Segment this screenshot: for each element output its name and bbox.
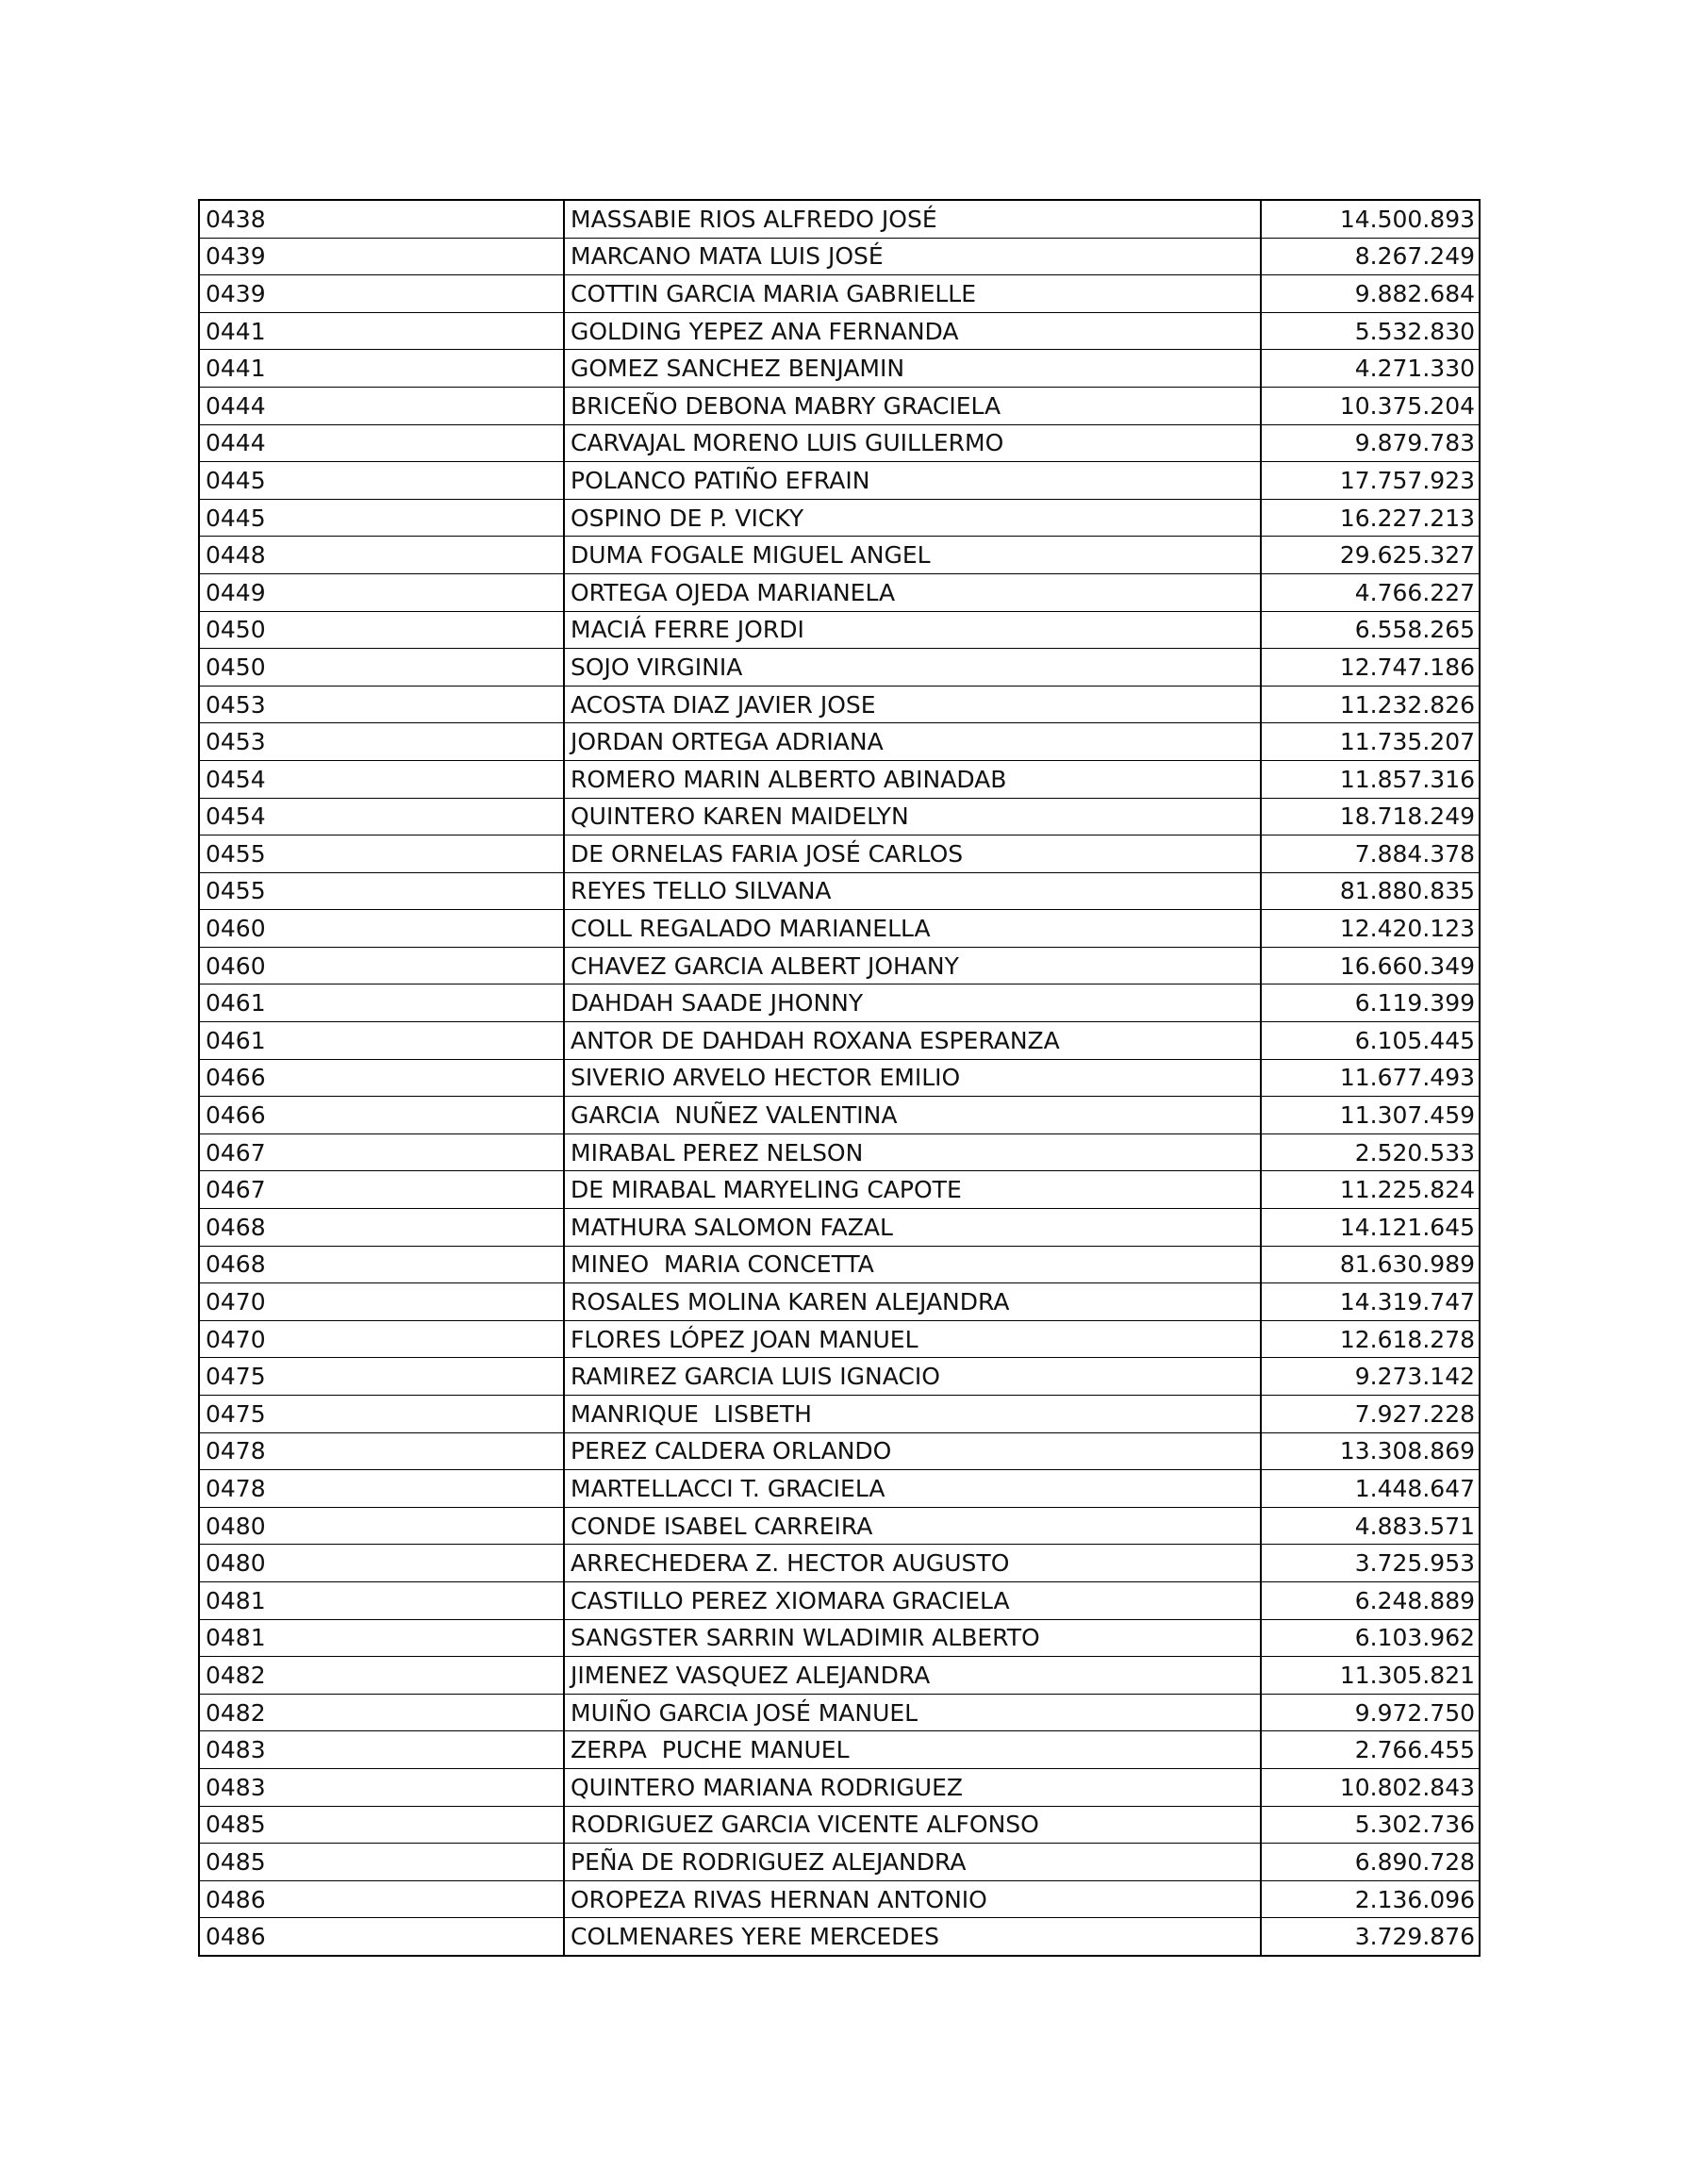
- amount-cell: 16.660.349: [1261, 947, 1480, 984]
- code-cell: 0439: [199, 238, 564, 275]
- name-cell: ANTOR DE DAHDAH ROXANA ESPERANZA: [564, 1022, 1261, 1060]
- code-cell: 0453: [199, 686, 564, 723]
- table-row: [199, 649, 1480, 687]
- name-cell: JORDAN ORTEGA ADRIANA: [564, 723, 1261, 761]
- table-row: [199, 275, 1480, 313]
- name-cell: DAHDAH SAADE JHONNY: [564, 984, 1261, 1022]
- name-cell: COLMENARES YERE MERCEDES: [564, 1918, 1261, 1956]
- table-row: [199, 499, 1480, 537]
- code-cell: 0455: [199, 836, 564, 873]
- code-cell: 0450: [199, 611, 564, 649]
- amount-cell: 6.103.962: [1261, 1619, 1480, 1657]
- table-row: [199, 1731, 1480, 1769]
- amount-cell: 6.119.399: [1261, 984, 1480, 1022]
- table-row: [199, 1768, 1480, 1806]
- code-cell: 0483: [199, 1768, 564, 1806]
- amount-cell: 14.319.747: [1261, 1283, 1480, 1321]
- amount-cell: 6.248.889: [1261, 1581, 1480, 1619]
- name-cell: BRICEÑO DEBONA MABRY GRACIELA: [564, 387, 1261, 424]
- amount-cell: 12.420.123: [1261, 910, 1480, 948]
- name-cell: CARVAJAL MORENO LUIS GUILLERMO: [564, 424, 1261, 462]
- table-row: [199, 462, 1480, 500]
- amount-cell: 14.500.893: [1261, 200, 1480, 238]
- amount-cell: 3.729.876: [1261, 1918, 1480, 1956]
- amount-cell: 2.136.096: [1261, 1880, 1480, 1918]
- records-table: [198, 199, 1481, 1957]
- amount-cell: 8.267.249: [1261, 238, 1480, 275]
- name-cell: MARTELLACCI T. GRACIELA: [564, 1470, 1261, 1508]
- name-cell: ROMERO MARIN ALBERTO ABINADAB: [564, 760, 1261, 798]
- code-cell: 0444: [199, 424, 564, 462]
- code-cell: 0482: [199, 1657, 564, 1695]
- amount-cell: 17.757.923: [1261, 462, 1480, 500]
- table-row: [199, 984, 1480, 1022]
- table-row: [199, 1059, 1480, 1097]
- amount-cell: 4.883.571: [1261, 1507, 1480, 1545]
- amount-cell: 11.677.493: [1261, 1059, 1480, 1097]
- name-cell: COLL REGALADO MARIANELLA: [564, 910, 1261, 948]
- code-cell: 0444: [199, 387, 564, 424]
- name-cell: DE ORNELAS FARIA JOSÉ CARLOS: [564, 836, 1261, 873]
- name-cell: MANRIQUE LISBETH: [564, 1396, 1261, 1433]
- table-row: [199, 312, 1480, 350]
- name-cell: POLANCO PATIÑO EFRAIN: [564, 462, 1261, 500]
- table-row: [199, 1545, 1480, 1582]
- code-cell: 0475: [199, 1396, 564, 1433]
- code-cell: 0482: [199, 1694, 564, 1731]
- table-row: [199, 1619, 1480, 1657]
- code-cell: 0460: [199, 947, 564, 984]
- code-cell: 0448: [199, 537, 564, 574]
- code-cell: 0461: [199, 984, 564, 1022]
- name-cell: COTTIN GARCIA MARIA GABRIELLE: [564, 275, 1261, 313]
- table-row: [199, 1694, 1480, 1731]
- code-cell: 0470: [199, 1283, 564, 1321]
- table-row: [199, 1171, 1480, 1209]
- name-cell: GOMEZ SANCHEZ BENJAMIN: [564, 350, 1261, 388]
- amount-cell: 11.305.821: [1261, 1657, 1480, 1695]
- amount-cell: 12.747.186: [1261, 649, 1480, 687]
- code-cell: 0467: [199, 1133, 564, 1171]
- code-cell: 0481: [199, 1619, 564, 1657]
- amount-cell: 9.972.750: [1261, 1694, 1480, 1731]
- name-cell: MUIÑO GARCIA JOSÉ MANUEL: [564, 1694, 1261, 1731]
- name-cell: ROSALES MOLINA KAREN ALEJANDRA: [564, 1283, 1261, 1321]
- amount-cell: 1.448.647: [1261, 1470, 1480, 1508]
- table-row: [199, 238, 1480, 275]
- amount-cell: 3.725.953: [1261, 1545, 1480, 1582]
- table-row: [199, 910, 1480, 948]
- name-cell: QUINTERO KAREN MAIDELYN: [564, 798, 1261, 836]
- table-row: [199, 1470, 1480, 1508]
- code-cell: 0467: [199, 1171, 564, 1209]
- amount-cell: 9.879.783: [1261, 424, 1480, 462]
- records-table-body: [199, 200, 1480, 1956]
- name-cell: CASTILLO PEREZ XIOMARA GRACIELA: [564, 1581, 1261, 1619]
- name-cell: MIRABAL PEREZ NELSON: [564, 1133, 1261, 1171]
- table-row: [199, 1209, 1480, 1247]
- amount-cell: 5.532.830: [1261, 312, 1480, 350]
- code-cell: 0438: [199, 200, 564, 238]
- table-row: [199, 350, 1480, 388]
- name-cell: OSPINO DE P. VICKY: [564, 499, 1261, 537]
- table-row: [199, 611, 1480, 649]
- code-cell: 0455: [199, 872, 564, 910]
- amount-cell: 14.121.645: [1261, 1209, 1480, 1247]
- table-row: [199, 1844, 1480, 1881]
- name-cell: SANGSTER SARRIN WLADIMIR ALBERTO: [564, 1619, 1261, 1657]
- name-cell: GARCIA NUÑEZ VALENTINA: [564, 1097, 1261, 1134]
- table-row: [199, 424, 1480, 462]
- code-cell: 0439: [199, 275, 564, 313]
- code-cell: 0468: [199, 1209, 564, 1247]
- table-row: [199, 387, 1480, 424]
- table-row: [199, 573, 1480, 611]
- table-row: [199, 798, 1480, 836]
- amount-cell: 10.375.204: [1261, 387, 1480, 424]
- name-cell: MINEO MARIA CONCETTA: [564, 1246, 1261, 1283]
- name-cell: SIVERIO ARVELO HECTOR EMILIO: [564, 1059, 1261, 1097]
- code-cell: 0454: [199, 798, 564, 836]
- amount-cell: 2.520.533: [1261, 1133, 1480, 1171]
- name-cell: RAMIREZ GARCIA LUIS IGNACIO: [564, 1358, 1261, 1396]
- table-row: [199, 1880, 1480, 1918]
- table-row: [199, 760, 1480, 798]
- name-cell: MARCANO MATA LUIS JOSÉ: [564, 238, 1261, 275]
- name-cell: MATHURA SALOMON FAZAL: [564, 1209, 1261, 1247]
- table-row: [199, 537, 1480, 574]
- code-cell: 0461: [199, 1022, 564, 1060]
- amount-cell: 18.718.249: [1261, 798, 1480, 836]
- name-cell: ZERPA PUCHE MANUEL: [564, 1731, 1261, 1769]
- amount-cell: 9.882.684: [1261, 275, 1480, 313]
- table-row: [199, 947, 1480, 984]
- amount-cell: 4.271.330: [1261, 350, 1480, 388]
- amount-cell: 7.927.228: [1261, 1396, 1480, 1433]
- code-cell: 0441: [199, 312, 564, 350]
- table-row: [199, 1657, 1480, 1695]
- name-cell: MASSABIE RIOS ALFREDO JOSÉ: [564, 200, 1261, 238]
- table-row: [199, 723, 1480, 761]
- table-row: [199, 1432, 1480, 1470]
- code-cell: 0466: [199, 1059, 564, 1097]
- amount-cell: 7.884.378: [1261, 836, 1480, 873]
- code-cell: 0483: [199, 1731, 564, 1769]
- code-cell: 0450: [199, 649, 564, 687]
- code-cell: 0478: [199, 1470, 564, 1508]
- table-row: [199, 1507, 1480, 1545]
- name-cell: ACOSTA DIAZ JAVIER JOSE: [564, 686, 1261, 723]
- code-cell: 0480: [199, 1545, 564, 1582]
- table-row: [199, 1283, 1480, 1321]
- table-row: [199, 1581, 1480, 1619]
- table-row: [199, 1022, 1480, 1060]
- amount-cell: 81.880.835: [1261, 872, 1480, 910]
- code-cell: 0481: [199, 1581, 564, 1619]
- table-row: [199, 1358, 1480, 1396]
- amount-cell: 81.630.989: [1261, 1246, 1480, 1283]
- name-cell: ARRECHEDERA Z. HECTOR AUGUSTO: [564, 1545, 1261, 1582]
- name-cell: CONDE ISABEL CARREIRA: [564, 1507, 1261, 1545]
- name-cell: RODRIGUEZ GARCIA VICENTE ALFONSO: [564, 1806, 1261, 1844]
- amount-cell: 11.735.207: [1261, 723, 1480, 761]
- amount-cell: 12.618.278: [1261, 1320, 1480, 1358]
- table-row: [199, 200, 1480, 238]
- code-cell: 0486: [199, 1918, 564, 1956]
- table-row: [199, 1097, 1480, 1134]
- amount-cell: 4.766.227: [1261, 573, 1480, 611]
- code-cell: 0485: [199, 1806, 564, 1844]
- name-cell: DE MIRABAL MARYELING CAPOTE: [564, 1171, 1261, 1209]
- table-row: [199, 1396, 1480, 1433]
- amount-cell: 2.766.455: [1261, 1731, 1480, 1769]
- amount-cell: 11.307.459: [1261, 1097, 1480, 1134]
- amount-cell: 10.802.843: [1261, 1768, 1480, 1806]
- amount-cell: 11.225.824: [1261, 1171, 1480, 1209]
- code-cell: 0449: [199, 573, 564, 611]
- amount-cell: 11.232.826: [1261, 686, 1480, 723]
- amount-cell: 6.558.265: [1261, 611, 1480, 649]
- name-cell: OROPEZA RIVAS HERNAN ANTONIO: [564, 1880, 1261, 1918]
- code-cell: 0445: [199, 499, 564, 537]
- amount-cell: 29.625.327: [1261, 537, 1480, 574]
- code-cell: 0475: [199, 1358, 564, 1396]
- code-cell: 0468: [199, 1246, 564, 1283]
- code-cell: 0445: [199, 462, 564, 500]
- code-cell: 0466: [199, 1097, 564, 1134]
- name-cell: GOLDING YEPEZ ANA FERNANDA: [564, 312, 1261, 350]
- name-cell: QUINTERO MARIANA RODRIGUEZ: [564, 1768, 1261, 1806]
- name-cell: JIMENEZ VASQUEZ ALEJANDRA: [564, 1657, 1261, 1695]
- code-cell: 0454: [199, 760, 564, 798]
- table-row: [199, 1133, 1480, 1171]
- name-cell: FLORES LÓPEZ JOAN MANUEL: [564, 1320, 1261, 1358]
- name-cell: REYES TELLO SILVANA: [564, 872, 1261, 910]
- amount-cell: 9.273.142: [1261, 1358, 1480, 1396]
- amount-cell: 5.302.736: [1261, 1806, 1480, 1844]
- amount-cell: 13.308.869: [1261, 1432, 1480, 1470]
- code-cell: 0486: [199, 1880, 564, 1918]
- name-cell: PEÑA DE RODRIGUEZ ALEJANDRA: [564, 1844, 1261, 1881]
- name-cell: PEREZ CALDERA ORLANDO: [564, 1432, 1261, 1470]
- amount-cell: 16.227.213: [1261, 499, 1480, 537]
- table-row: [199, 1918, 1480, 1956]
- name-cell: SOJO VIRGINIA: [564, 649, 1261, 687]
- code-cell: 0453: [199, 723, 564, 761]
- name-cell: CHAVEZ GARCIA ALBERT JOHANY: [564, 947, 1261, 984]
- amount-cell: 6.890.728: [1261, 1844, 1480, 1881]
- amount-cell: 11.857.316: [1261, 760, 1480, 798]
- code-cell: 0485: [199, 1844, 564, 1881]
- table-row: [199, 686, 1480, 723]
- table-row: [199, 872, 1480, 910]
- table-row: [199, 1806, 1480, 1844]
- table-row: [199, 836, 1480, 873]
- code-cell: 0478: [199, 1432, 564, 1470]
- name-cell: DUMA FOGALE MIGUEL ANGEL: [564, 537, 1261, 574]
- code-cell: 0441: [199, 350, 564, 388]
- code-cell: 0470: [199, 1320, 564, 1358]
- code-cell: 0480: [199, 1507, 564, 1545]
- code-cell: 0460: [199, 910, 564, 948]
- table-row: [199, 1320, 1480, 1358]
- name-cell: MACIÁ FERRE JORDI: [564, 611, 1261, 649]
- name-cell: ORTEGA OJEDA MARIANELA: [564, 573, 1261, 611]
- amount-cell: 6.105.445: [1261, 1022, 1480, 1060]
- table-row: [199, 1246, 1480, 1283]
